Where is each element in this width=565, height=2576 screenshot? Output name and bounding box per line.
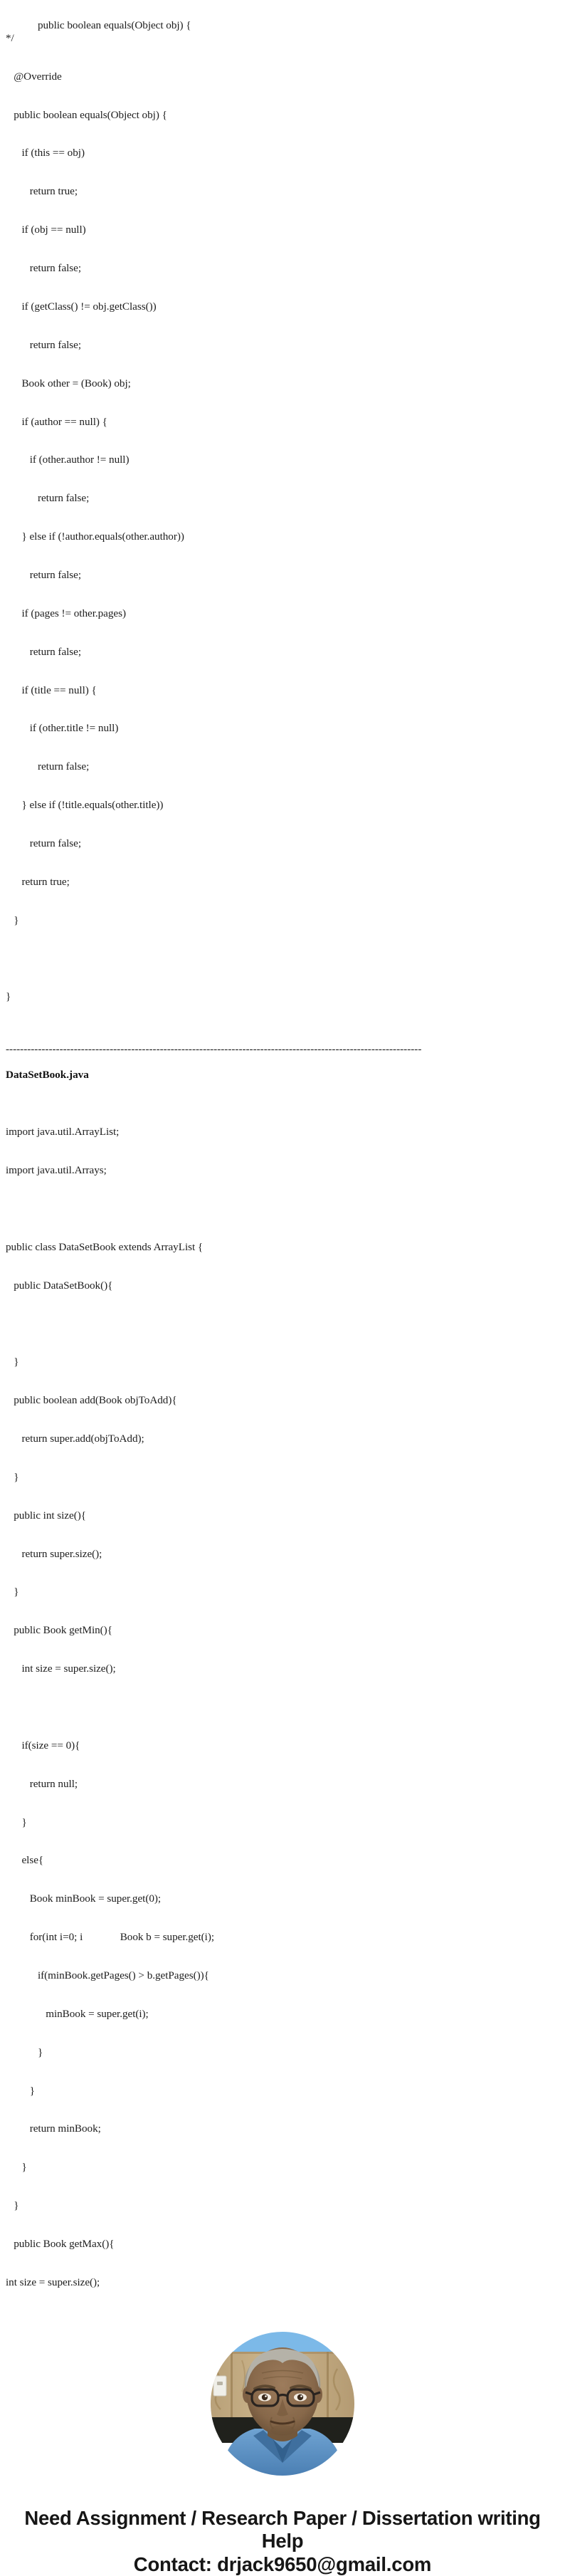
code-line: if(size == 0){	[6, 1739, 80, 1752]
code-line: if (other.author != null)	[6, 454, 130, 466]
clipped-code-line-container	[0, 0, 565, 31]
code-line: return false;	[6, 645, 82, 658]
code-line: if (pages != other.pages)	[6, 607, 126, 619]
code-line: public boolean equals(Object obj) {	[6, 108, 167, 121]
code-line: return false;	[6, 338, 82, 351]
code-line: public Book getMin(){	[6, 1624, 112, 1637]
code-line: return null;	[6, 1777, 78, 1790]
spacer	[0, 1056, 565, 1069]
section-heading-datasetbook: DataSetBook.java	[6, 1069, 89, 1082]
code-line: }	[6, 990, 11, 1003]
code-line: if (title == null) {	[6, 684, 97, 696]
code-line: int size = super.size();	[6, 1663, 116, 1675]
code-line: minBook = super.get(i);	[6, 2007, 149, 2020]
code-line: } else if (!author.equals(other.author))	[6, 530, 184, 543]
promo-footer	[0, 2507, 565, 2576]
code-line-blank	[6, 953, 559, 965]
code-line: return false;	[6, 568, 82, 581]
code-line: int size = super.size();	[6, 2276, 100, 2288]
code-line: }	[6, 2199, 19, 2212]
code-line: return super.size();	[6, 1547, 102, 1560]
code-line: public boolean equals(Object obj) {	[6, 19, 191, 31]
code-line-blank	[6, 1701, 559, 1714]
code-block-book-equals	[0, 6, 565, 1029]
promo-contact: Contact: drjack9650@gmail.com	[133, 2553, 432, 2576]
code-line: @Override	[6, 70, 62, 83]
avatar-photo-illustration	[211, 2332, 354, 2476]
code-line: public class DataSetBook extends ArrayList {	[6, 1240, 204, 1253]
code-line: if (other.title != null)	[6, 722, 119, 735]
avatar	[211, 2332, 354, 2476]
code-line: return false;	[6, 262, 82, 275]
code-line: }	[6, 913, 19, 926]
code-line: import java.util.ArrayList;	[6, 1126, 120, 1138]
code-line: if (this == obj)	[6, 147, 85, 159]
code-line: Book minBook = super.get(0);	[6, 1892, 162, 1905]
code-line: return super.add(objToAdd);	[6, 1432, 144, 1445]
code-line-blank	[6, 1317, 559, 1330]
code-line-blank	[6, 1203, 559, 1215]
code-line: return false;	[6, 492, 90, 505]
code-block-datasetbook	[0, 1100, 565, 2315]
code-line: }	[6, 1470, 19, 1483]
code-line: }	[6, 1586, 19, 1598]
code-line: return false;	[6, 760, 90, 773]
code-line: return true;	[6, 185, 78, 198]
code-line: public DataSetBook(){	[6, 1279, 113, 1292]
code-line: public int size(){	[6, 1509, 86, 1522]
avatar-container	[0, 2332, 565, 2476]
code-line: for(int i=0; i Book b = super.get(i);	[6, 1931, 215, 1944]
spacer	[0, 1029, 565, 1043]
code-line: import java.util.Arrays;	[6, 1163, 107, 1176]
spacer	[0, 1082, 565, 1100]
code-line: }	[6, 1816, 27, 1828]
promo-headline: Need Assignment / Research Paper / Dissertation writing Help	[24, 2506, 541, 2552]
code-line: if (getClass() != obj.getClass())	[6, 300, 157, 313]
code-line: return false;	[6, 837, 82, 849]
code-line: if(minBook.getPages() > b.getPages()){	[6, 1969, 209, 1982]
code-line: if (obj == null)	[6, 224, 86, 236]
code-line: public Book getMax(){	[6, 2238, 115, 2251]
code-line: */	[6, 31, 14, 44]
code-line: return minBook;	[6, 2122, 101, 2135]
code-line: public boolean add(Book objToAdd){	[6, 1394, 177, 1407]
code-line: else{	[6, 1854, 44, 1867]
code-line: } else if (!title.equals(other.title))	[6, 799, 164, 812]
code-line: return true;	[6, 875, 70, 888]
code-line: }	[6, 2084, 35, 2097]
code-line: if (author == null) {	[6, 415, 107, 428]
code-line: }	[6, 2046, 43, 2058]
code-line: Book other = (Book) obj;	[6, 377, 131, 389]
code-line: }	[6, 1356, 19, 1368]
section-separator: --------------------------------------------------------------------------------------------------------------------	[6, 1043, 422, 1056]
code-line: }	[6, 2161, 27, 2174]
